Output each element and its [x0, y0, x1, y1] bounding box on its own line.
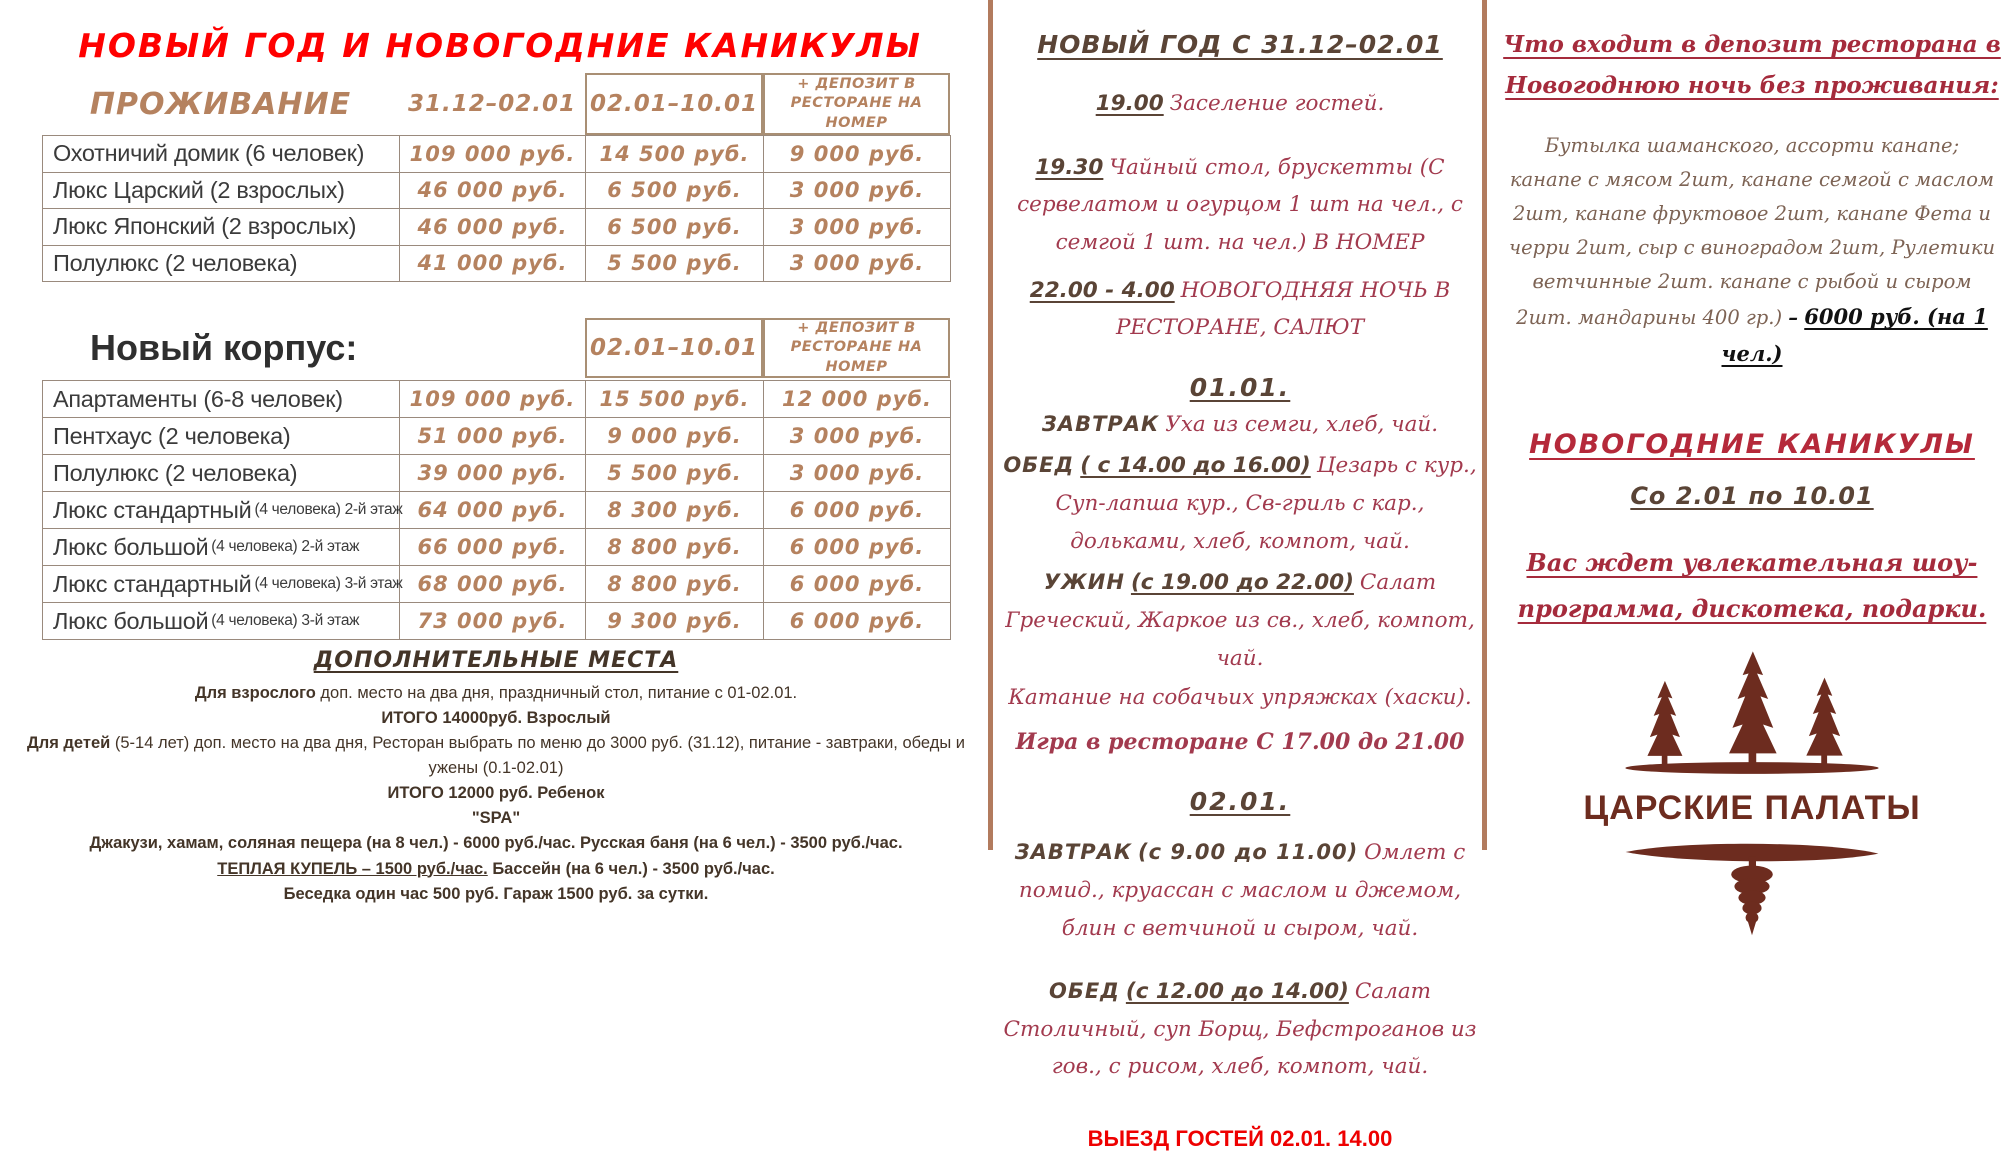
- meal-desc: Уха из семги, хлеб, чай.: [1165, 411, 1439, 437]
- price-cell: 3 000 руб.: [764, 173, 951, 210]
- room-name-text: Люкс большой: [53, 607, 209, 634]
- deposit-body-text: Бутылка шаманского, ассорти канапе; канапе с мясом 2шт, канапе семгой с маслом 2шт, канапе фруктовое 2шт, канапе Фета и черри 2шт, сыр с виноградом 2шт, Рулетики ветчинные 2шт. канапе с рыбой и сыром 2шт. мандарины 400 гр.): [1508, 133, 1996, 330]
- price-cell: 66 000 руб.: [400, 529, 586, 566]
- room-name-text: Люкс Японский (2 взрослых): [53, 213, 357, 240]
- room-name-text: Охотничий домик (6 человек): [53, 140, 365, 167]
- price-cell: 9 000 руб.: [764, 136, 951, 173]
- room-note-text: (4 человека) 2-й этаж: [254, 501, 403, 518]
- column-divider: [1482, 0, 1487, 850]
- brand-name: ЦАРСКИЕ ПАЛАТЫ: [1583, 789, 1921, 828]
- activity-note: Игра в ресторане С 17.00 до 21.00: [1015, 728, 1465, 755]
- new-building-label: Новый корпус:: [90, 327, 358, 368]
- event-time: 22.00 - 4.00: [1029, 277, 1175, 303]
- room-name: [43, 209, 400, 246]
- new-building-table-header: [42, 318, 950, 378]
- extras-bold-text: ИТОГО 12000 руб. Ребенок: [387, 784, 605, 803]
- holidays-title: НОВОГОДНИЕ КАНИКУЛЫ: [1529, 428, 1975, 460]
- price-cell: 6 000 руб.: [764, 529, 951, 566]
- price-cell: 6 000 руб.: [764, 566, 951, 603]
- price-cell: 3 000 руб.: [764, 418, 951, 455]
- price-cell: 46 000 руб.: [400, 209, 586, 246]
- price-cell: 109 000 руб.: [400, 136, 586, 173]
- extras-bold-text: Джакузи, хамам, соляная пещера (на 8 чел.) - 6000 руб./час. Русская баня (на 6 чел.) - 3500 руб./час.: [89, 834, 903, 853]
- extras-line: [20, 857, 972, 882]
- room-name-text: Люкс стандартный: [53, 496, 252, 523]
- fir-trees-icon: [1602, 653, 1902, 778]
- price-cell: 3 000 руб.: [764, 209, 951, 246]
- schedule-event: [1002, 85, 1478, 123]
- room-note-text: (4 человека) 2-й этаж: [211, 538, 360, 555]
- price-cell: 6 000 руб.: [764, 603, 951, 640]
- checkout-notice: ВЫЕЗД ГОСТЕЙ 02.01. 14.00: [1087, 1126, 1393, 1151]
- room-name-text: Люкс стандартный: [53, 570, 252, 597]
- meal-line: [1002, 406, 1478, 444]
- room-name-text: Пентхаус (2 человека): [53, 422, 291, 449]
- price-cell: 68 000 руб.: [400, 566, 586, 603]
- event-time: 19.00: [1095, 91, 1164, 116]
- price-cell: 5 500 руб.: [586, 455, 764, 492]
- extras-line: [20, 681, 972, 706]
- extras-regular-text: (5-14 лет) доп. место на два дня, Ресторан выбрать по меню до 3000 руб. (31.12), питание - завтраки, обеды и ужены (0.1-02.01): [110, 734, 965, 778]
- price-cell: 14 500 руб.: [586, 136, 764, 173]
- price-cell: 8 800 руб.: [586, 529, 764, 566]
- room-name: [43, 492, 403, 529]
- extras-line: [20, 731, 972, 781]
- meal-time: ( с 14.00 до 16.00): [1080, 453, 1311, 479]
- price-cell: 15 500 руб.: [586, 381, 764, 418]
- meal-label: УЖИН: [1043, 570, 1125, 595]
- lodging-table-header: [42, 73, 950, 135]
- room-note-text: (4 человека) 3-й этаж: [254, 575, 403, 592]
- price-cell: 8 300 руб.: [586, 492, 764, 529]
- room-name: [43, 566, 403, 603]
- price-cell: 64 000 руб.: [400, 492, 586, 529]
- room-name: [43, 136, 400, 173]
- meal-time: (с 12.00 до 14.00): [1125, 979, 1349, 1005]
- date-range-2b: 02.01–10.01: [585, 318, 763, 378]
- meal-line: [1002, 447, 1478, 560]
- date-range-2: 02.01–10.01: [585, 73, 763, 135]
- restaurant-deposit-section: [1502, 0, 2002, 953]
- room-name-text: Полулюкс (2 человека): [53, 249, 298, 276]
- meal-label: ЗАВТРАК: [1041, 411, 1160, 436]
- new-year-schedule: [1002, 0, 1478, 1152]
- price-cell: 3 000 руб.: [764, 246, 951, 283]
- room-name: [43, 381, 400, 418]
- extras-line: [20, 882, 972, 907]
- extras-bold-text: Беседка один час 500 руб. Гараж 1500 руб. за сутки.: [283, 884, 709, 903]
- extras-section: [20, 648, 972, 907]
- price-cell: 9 300 руб.: [586, 603, 764, 640]
- meal-line: [1002, 973, 1478, 1086]
- meal-time: (с 19.00 до 22.00): [1130, 570, 1354, 596]
- page-title: НОВЫЙ ГОД И НОВОГОДНИЕ КАНИКУЛЫ: [78, 26, 922, 65]
- extras-bold-text: Бассейн (на 6 чел.) - 3500 руб./час.: [487, 859, 775, 878]
- lodging-column-header: ПРОЖИВАНИЕ: [89, 86, 352, 122]
- room-name: [43, 418, 400, 455]
- room-name: [43, 246, 400, 283]
- extras-regular-text: доп. место на два дня, праздничный стол, питание с 01-02.01.: [315, 684, 798, 702]
- day-heading: 01.01.: [1189, 372, 1291, 402]
- extras-bold-text: ИТОГО 14000руб. Взрослый: [381, 709, 611, 728]
- price-cell: 39 000 руб.: [400, 455, 586, 492]
- price-cell: 109 000 руб.: [400, 381, 586, 418]
- event-desc: Чайный стол, брускетты (С сервелатом и огурцом 1 шт на чел., с семгой 1 шт. на чел.) В НОМЕР: [1017, 154, 1463, 255]
- meal-line: [1002, 564, 1478, 677]
- meal-label: ОБЕД: [1003, 453, 1075, 478]
- extras-bold-text: Для взрослого: [194, 684, 316, 702]
- pine-cone-branch-icon: [1602, 828, 1902, 948]
- extras-bold-text: Для детей: [26, 734, 111, 753]
- day-heading: 02.01.: [1189, 787, 1291, 817]
- event-time: 19.30: [1035, 154, 1104, 180]
- extras-line: [20, 781, 972, 806]
- deposit-title: Что входит в депозит ресторана в Новогоднюю ночь без проживания:: [1503, 31, 2001, 100]
- meal-label: ОБЕД: [1048, 979, 1120, 1004]
- price-cell: 9 000 руб.: [586, 418, 764, 455]
- lodging-table: [42, 135, 951, 282]
- price-cell: 73 000 руб.: [400, 603, 586, 640]
- meal-desc: Омлет с помид., круассан с маслом и джемом, блин с ветчиной и сыром, чай.: [1018, 840, 1466, 941]
- deposit-price: 6000 руб. (на 1 чел.): [1721, 304, 1988, 367]
- activity-note: Катание на собачьих упряжках (хаски).: [1008, 685, 1472, 711]
- deposit-dash: –: [1788, 306, 1799, 330]
- holidays-dates: Со 2.01 по 10.01: [1630, 481, 1874, 510]
- meal-time: (с 9.00 до 11.00): [1137, 840, 1359, 865]
- price-cell: 6 500 руб.: [586, 209, 764, 246]
- price-cell: 3 000 руб.: [764, 455, 951, 492]
- room-name: [43, 603, 400, 640]
- date-range-1: 31.12–02.01: [407, 91, 576, 117]
- room-name-text: Люкс большой: [53, 533, 209, 560]
- deposit-body: [1508, 129, 1996, 373]
- schedule-event: [1002, 149, 1478, 262]
- new-building-table: [42, 380, 951, 640]
- meal-desc: Салат Греческий, Жаркое из св., хлеб, компот, чай.: [1005, 570, 1475, 671]
- resort-logo: [1502, 653, 2002, 953]
- price-cell: 12 000 руб.: [764, 381, 951, 418]
- meal-label: ЗАВТРАК: [1014, 840, 1132, 865]
- schedule-event: [1002, 272, 1478, 347]
- room-name: [43, 455, 400, 492]
- meal-line: [1002, 834, 1478, 947]
- room-name-text: Люкс Царский (2 взрослых): [53, 176, 345, 203]
- room-note-text: (4 человека) 3-й этаж: [211, 612, 360, 629]
- price-cell: 51 000 руб.: [400, 418, 586, 455]
- price-cell: 8 800 руб.: [586, 566, 764, 603]
- room-name: [43, 173, 400, 210]
- event-desc: Заселение гостей.: [1169, 91, 1385, 116]
- deposit-column-header-2: + ДЕПОЗИТ В РЕСТОРАНЕ НА НОМЕР: [763, 318, 950, 378]
- price-cell: 6 000 руб.: [764, 492, 951, 529]
- price-cell: 41 000 руб.: [400, 246, 586, 283]
- schedule-title: НОВЫЙ ГОД С 31.12–02.01: [1037, 30, 1443, 59]
- extras-heading: ДОПОЛНИТЕЛЬНЫЕ МЕСТА: [313, 648, 679, 673]
- event-desc: НОВОГОДНЯЯ НОЧЬ В РЕСТОРАНЕ, САЛЮТ: [1115, 277, 1451, 341]
- extras-line: [20, 831, 972, 856]
- extras-bold-text: "SPA": [471, 809, 521, 828]
- extras-line: [20, 806, 972, 831]
- room-name-text: Полулюкс (2 человека): [53, 459, 298, 486]
- extras-underline-text: ТЕПЛАЯ КУПЕЛЬ – 1500 руб./час.: [217, 859, 488, 878]
- column-divider: [988, 0, 993, 850]
- extras-line: [20, 706, 972, 731]
- deposit-column-header: + ДЕПОЗИТ В РЕСТОРАНЕ НА НОМЕР: [763, 73, 950, 135]
- holidays-promo: Вас ждет увлекательная шоу-программа, дискотека, подарки.: [1517, 547, 1987, 623]
- room-name-text: Апартаменты (6-8 человек): [53, 385, 343, 412]
- price-cell: 46 000 руб.: [400, 173, 586, 210]
- price-cell: 5 500 руб.: [586, 246, 764, 283]
- meal-desc: Цезарь с кур., Суп-лапша кур., Св-гриль с кар., дольками, хлеб, компот, чай.: [1055, 453, 1477, 554]
- price-cell: 6 500 руб.: [586, 173, 764, 210]
- meal-desc: Салат Столичный, суп Борщ, Бефстроганов из гов., с рисом, хлеб, компот, чай.: [1003, 979, 1477, 1080]
- room-name: [43, 529, 400, 566]
